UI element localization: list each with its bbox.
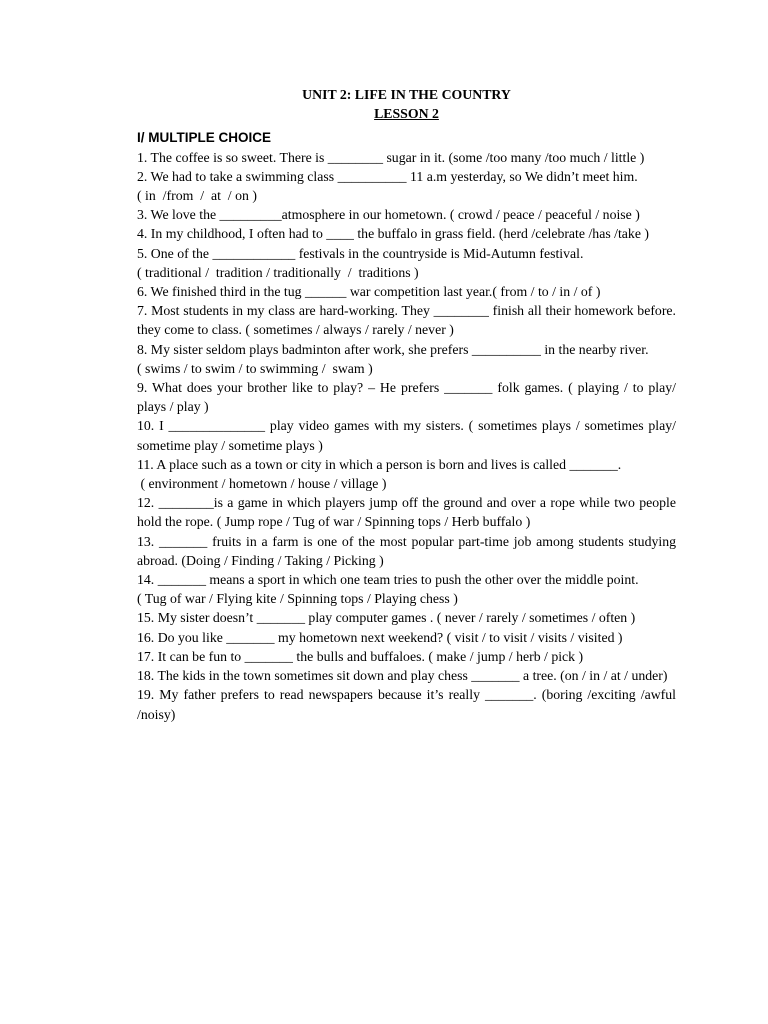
question-11-options: ( environment / hometown / house / village ) xyxy=(137,476,387,492)
question-19: 19. My father prefers to read newspapers because it’s really _______. (boring /exciting /awful /noisy) xyxy=(137,687,676,722)
question-15: 15. My sister doesn’t _______ play computer games . ( never / rarely / sometimes / often ) xyxy=(137,610,636,626)
worksheet-content xyxy=(137,85,676,724)
question-18: 18. The kids in the town sometimes sit down and play chess _______ a tree. (on / in / at / under) xyxy=(137,668,668,684)
question-1: 1. The coffee is so sweet. There is ________ sugar in it. (some /too many /too much / little ) xyxy=(137,149,645,165)
question-5-options: ( traditional / tradition / traditionally / traditions ) xyxy=(137,264,419,280)
question-2-options: ( in /from / at / on ) xyxy=(137,188,257,204)
question-10: 10. I ______________ play video games with my sisters. ( sometimes plays / sometimes play/ sometime play / sometime plays ) xyxy=(137,418,676,453)
question-2: 2. We had to take a swimming class __________ 11 a.m yesterday, so We didn’t meet him. xyxy=(137,168,638,184)
question-6: 6. We finished third in the tug ______ war competition last year.( from / to / in / of ) xyxy=(137,284,601,300)
question-5: 5. One of the ____________ festivals in the countryside is Mid-Autumn festival. xyxy=(137,245,584,261)
question-11: 11. A place such as a town or city in which a person is born and lives is called _______. xyxy=(137,456,622,472)
question-12: 12. ________is a game in which players jump off the ground and over a rope while two people hold the rope. ( Jump rope / Tug of war / Spinning tops / Herb buffalo ) xyxy=(137,495,676,530)
question-9: 9. What does your brother like to play? – He prefers _______ folk games. ( playing / to play/ plays / play ) xyxy=(137,380,676,415)
question-3: 3. We love the _________atmosphere in our hometown. ( crowd / peace / peaceful / noise ) xyxy=(137,207,640,223)
lesson-title: LESSON 2 xyxy=(374,106,439,122)
question-17: 17. It can be fun to _______ the bulls and buffaloes. ( make / jump / herb / pick ) xyxy=(137,648,584,664)
question-7: 7. Most students in my class are hard-working. They ________ finish all their homework before. they come to class. ( sometimes / always / rarely / never ) xyxy=(137,303,676,338)
question-14: 14. _______ means a sport in which one team tries to push the other over the middle point. xyxy=(137,572,639,588)
question-4: 4. In my childhood, I often had to ____ the buffalo in grass field. (herd /celebrate /has /take ) xyxy=(137,226,649,242)
question-14-options: ( Tug of war / Flying kite / Spinning tops / Playing chess ) xyxy=(137,591,458,607)
section-heading: I/ MULTIPLE CHOICE xyxy=(137,130,271,146)
question-8-options: ( swims / to swim / to swimming / swam ) xyxy=(137,360,373,376)
question-13: 13. _______ fruits in a farm is one of the most popular part-time job among students studying abroad. (Doing / Finding / Taking / Picking ) xyxy=(137,533,676,568)
question-16: 16. Do you like _______ my hometown next weekend? ( visit / to visit / visits / visited ) xyxy=(137,629,623,645)
question-8: 8. My sister seldom plays badminton after work, she prefers __________ in the nearby river. xyxy=(137,341,649,357)
unit-title: UNIT 2: LIFE IN THE COUNTRY xyxy=(302,87,511,102)
